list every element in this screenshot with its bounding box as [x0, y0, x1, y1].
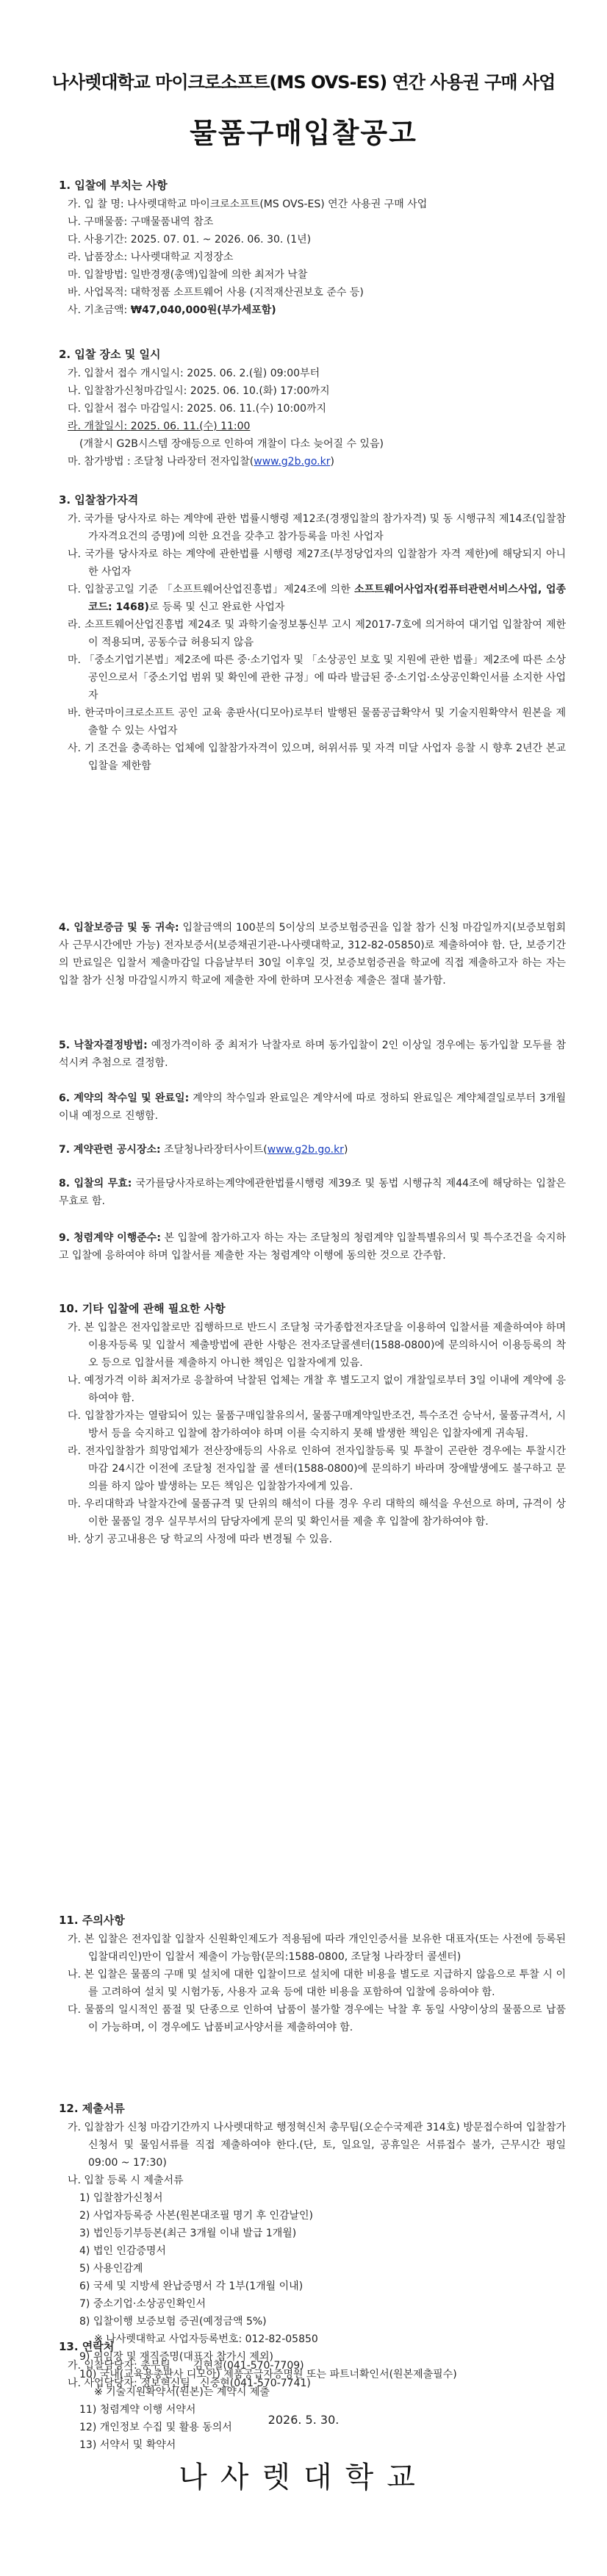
section-text: 계약의 착수일과 완료일은 계약서에 따로 정하되 완료일은 계약체결일로부터 3개월 이내 예정으로 진행함. [59, 1092, 566, 1122]
list-item: 라. 소프트웨어산업진흥법 제24조 및 과학기술정보통신부 고시 제2017-7호에 의거하여 대기업 입찰참여 제한이 적용되며, 공동수급 허용되지 않음 [68, 619, 566, 648]
contact-item: 나. 사업담당자: 정보혁신팀 신중현(041-570-7741) [68, 2378, 311, 2389]
section-heading: 2. 입찰 장소 및 일시 [59, 348, 161, 361]
list-item: 가. 본 입찰은 전자입찰 입찰자 신원확인제도가 적용됨에 따라 개인인증서를 보유한 대표자(또는 사전에 등록된 입찰대리인)만이 입찰서 제출이 가능함(문의:1588-0800, 조달청 나라장터 콜센터) [68, 1933, 566, 1963]
list-item: 나. 국가를 당사자로 하는 계약에 관한법률 시행령 제27조(부정당업자의 입찰참가 자격 제한)에 해당되지 아니한 사업자 [68, 548, 566, 578]
section-heading: 12. 제출서류 [59, 2102, 125, 2115]
doc-item: 8) 입찰이행 보증보험 증권(예정금액 5%) [79, 2316, 267, 2328]
note-text: ※ 나사렛대학교 사업자등록번호: 012-82-05850 [94, 2333, 318, 2345]
list-item: 다. 입찰참가자는 열람되어 있는 물품구매입찰유의서, 물품구매계약일반조건, 특수조건 승낙서, 물품규격서, 시방서 등을 숙지하고 입찰에 참가하여야 하며 이를 숙지하지 못해 발생한 책임은 입찰자에게 귀속됨. [68, 1410, 566, 1439]
doc-item: 10) 국내(교육용총판사 디모아) 제품공급자증명원 또는 파트너확인서(원본제출필수) [79, 2369, 457, 2380]
section-heading: 5. 낙찰자결정방법: [59, 1040, 148, 1051]
section-heading: 6. 계약의 착수일 및 완료일: [59, 1092, 190, 1104]
list-item: 나. 입찰참가신청마감일시: 2025. 06. 10.(화) 17:00까지 [68, 385, 330, 397]
list-item: 라. 납품장소: 나사렛대학교 지정장소 [68, 251, 234, 263]
section-heading: 1. 입찰에 부치는 사항 [59, 179, 168, 192]
section-7: 7. 계약관련 공시장소: 조달청나라장터사이트(www.g2b.go.kr) [59, 1144, 348, 1156]
list-item: 마. 우리대학과 낙찰자간에 물품규격 및 단위의 해석이 다를 경우 우리 대학의 해석을 우선으로 하며, 규격이 상이한 물품일 경우 실무부서의 담당자에게 문의 및 확인서를 제출 후 입찰에 참가하여야 함. [68, 1498, 566, 1528]
doc-item: 1) 입찰참가신청서 [79, 2192, 163, 2204]
list-item: 다. 입찰서 접수 마감일시: 2025. 06. 11.(수) 10:00까지 [68, 403, 327, 415]
doc-item: 5) 사용인감계 [79, 2263, 143, 2275]
section-heading: 8. 입찰의 무효: [59, 1178, 132, 1189]
section-11 [59, 1911, 566, 2036]
list-item: 가. 입찰참가 신청 마감기간까지 나사렛대학교 행정혁신처 총무팀(오순수국제관 314호) 방문접수하여 입찰참가신청서 및 물임서류를 직접 제출하여야 한다.(단, 토, 일요일, 공휴일은 서류접수 불가, 근무시간 평일 09:00 ~ 17:30) [68, 2122, 566, 2169]
section-6 [59, 1090, 566, 1125]
list-item: 마. 참가방법 : 조달청 나라장터 전자입찰(www.g2b.go.kr) [68, 456, 334, 468]
section-12 [59, 2100, 566, 2454]
section-5 [59, 1037, 566, 1072]
list-item: 사. 기 조건을 충족하는 업체에 입찰참가자격이 있으며, 허위서류 및 자격 미달 사업자 응찰 시 향후 2년간 본교 입찰을 제한함 [68, 743, 566, 772]
list-item: 마. 입찰방법: 일반경쟁(총액)입찰에 의한 최저가 낙찰 [68, 269, 308, 281]
page-title: 물품구매입찰공고 [190, 117, 417, 149]
list-item: 다. 물품의 일시적인 품절 및 단종으로 인하여 납품이 불가할 경우에는 낙찰 후 동일 사양이상의 물품으로 납품이 가능하며, 이 경우에도 납품비교사양서를 제출하여야 함. [68, 2004, 566, 2033]
section-1 [59, 176, 566, 319]
section-text: 국가를당사자로하는계약에관한법률시행령 제39조 및 동법 시행규칙 제44조에 해당하는 입찰은 무효로 함. [59, 1178, 566, 1207]
project-title: 나사렛대학교 마이크로소프트(MS OVS-ES) 연간 사용권 구매 사업 [51, 72, 556, 93]
list-item: 나. 예정가격 이하 최저가로 응찰하여 낙찰된 업체는 개찰 후 별도고지 없이 개찰일로부터 3일 이내에 계약에 응하여야 함. [68, 1375, 566, 1404]
doc-item: 3) 법인등기부등본(최근 3개월 이내 발급 1개월) [79, 2228, 297, 2239]
section-text: 예정가격이하 중 최저가 낙찰자로 하며 동가입찰이 2인 이상일 경우에는 동가입찰 모두를 참석시켜 추첨으로 결정함. [59, 1040, 566, 1069]
list-item: 가. 본 입찰은 전자입찰로만 집행하므로 반드시 조달청 국가종합전자조달을 이용하여 입찰서를 제출하여야 하며 이용자등록 및 입찰서 제출방법에 관한 사항은 전자조달콜센터(1588-0800)에 문의하시어 이용등록의 착오 등으로 입찰서를 제출하지 아니한 책임은 입찰자에게 있음. [68, 1322, 566, 1369]
list-item: 나. 입찰 등록 시 제출서류 [68, 2175, 184, 2186]
section-4 [59, 919, 566, 990]
section-13 [59, 2338, 566, 2392]
section-text: 입찰금액의 100분의 5이상의 보증보험증권을 입찰 참가 신청 마감일까지(보증보험회사 근무시간에만 가능) 전자보증서(보증채권기관-나사렛대학교, 312-82-05850)로 제출하여야 함. 단, 보증기간의 만료일은 입찰서 제출마감일 다음날부터 30일 이후일 것, 보증보험증권을 학교에 직접 제출하고자 하는 자는 입찰 참가 신청 마감일시까지 학교에 제출한 자에 한하며 모사전송 제출은 절대 불가함. [59, 922, 566, 987]
section-heading: 11. 주의사항 [59, 1914, 125, 1927]
section-heading: 9. 청렴계약 이행준수: [59, 1232, 161, 1244]
list-item: 다. 입찰공고일 기준 「소프트웨어산업진흥법」제24조에 의한 소프트웨어사업자(컴퓨터관련서비스사업, 업종코드: 1468)로 등록 및 신고 완료한 사업자 [68, 584, 566, 613]
list-item: 라. 전자입찰참가 희망업체가 전산장애등의 사유로 인하여 전자입찰등록 및 투찰이 곤란한 경우에는 투찰시간 마감 24시간 이전에 조달청 전자입찰 콜 센터(1588-0800)에 문의하기 바라며 장애발생에도 불구하고 문의를 하지 않아 발생하는 모든 책임은 입찰참가자에게 있음. [68, 1445, 566, 1492]
list-item: 다. 사용기간: 2025. 07. 01. ~ 2026. 06. 30. (1년) [68, 234, 312, 246]
section-heading: 13. 연락처 [59, 2340, 115, 2353]
doc-item: 2) 사업자등록증 사본(원본대조필 명기 후 인감날인) [79, 2210, 314, 2222]
list-item: 바. 한국마이크로소프트 공인 교육 총판사(디모아)로부터 발행된 물품공급확약서 및 기술지원확약서 원본을 제출할 수 있는 사업자 [68, 707, 566, 737]
doc-item: 9) 위임장 및 재직증명(대표자 참가시 제외) [79, 2351, 273, 2363]
list-item: 사. 기초금액: ₩47,040,000원(부가세포함) [68, 304, 276, 316]
doc-item: 13) 서약서 및 확약서 [79, 2439, 176, 2451]
list-item: 라. 개찰일시: 2025. 06. 11.(수) 11:00 [68, 421, 251, 432]
list-item: 마. 「중소기업기본법」제2조에 따른 중·소기업자 및 「소상공인 보호 및 지원에 관한 법률」제2조에 따른 소상공인으로서「중소기업 범위 및 확인에 관한 규정」에 따라 발급된 중·소기업·소상공인확인서를 소지한 사업자 [68, 654, 566, 701]
list-item: 가. 입찰서 접수 개시일시: 2025. 06. 2.(월) 09:00부터 [68, 368, 320, 379]
doc-item: 7) 중소기업·소상공인확인서 [79, 2298, 206, 2310]
section-heading: 10. 기타 입찰에 관해 필요한 사항 [59, 1302, 226, 1315]
doc-item: 4) 법인 인감증명서 [79, 2245, 166, 2257]
list-item: 바. 상기 공고내용은 당 학교의 사정에 따라 변경될 수 있음. [68, 1534, 333, 1545]
section-3 [59, 491, 566, 775]
doc-item: 6) 국세 및 지방세 완납증명서 각 1부(1개월 이내) [79, 2280, 304, 2292]
section-heading: 7. 계약관련 공시장소: [59, 1144, 161, 1156]
list-item: 가. 국가를 당사자로 하는 계약에 관한 법률시행령 제12조(경쟁입찰의 참가자격) 및 동 시행규칙 제14조(입찰참가자격요건의 증명)에 의한 요건을 갖추고 참가등록을 마친 사업자 [68, 513, 566, 543]
g2b-link[interactable]: www.g2b.go.kr [254, 456, 331, 468]
section-10 [59, 1300, 566, 1548]
section-8 [59, 1175, 566, 1210]
section-2 [59, 346, 566, 471]
section-text: 본 입찰에 참가하고자 하는 자는 조달청의 청렴계약 입찰특별유의서 및 특수조건을 숙지하고 입찰에 응하여야 하며 입찰서를 제출한 자는 청렴계약 이행에 동의한 것으로 간주함. [59, 1232, 566, 1262]
doc-item: 12) 개인정보 수집 및 활용 동의서 [79, 2422, 232, 2433]
list-item: 나. 구매물품: 구매물품내역 참조 [68, 216, 214, 228]
university-signature: 나사렛대학교 [179, 2461, 428, 2494]
g2b-link[interactable]: www.g2b.go.kr [267, 1144, 344, 1156]
list-item: 가. 입 찰 명: 나사렛대학교 마이크로소프트(MS OVS-ES) 연간 사용권 구매 사업 [68, 198, 428, 210]
note-text: ※ 기술지원확약서(원본)는 계약시 제출 [94, 2386, 270, 2398]
contact-item: 가. 입찰담당자: 총무팀 김현철(041-570-7709) [68, 2360, 304, 2372]
note-text: (개찰시 G2B시스템 장애등으로 인하여 개찰이 다소 늦어질 수 있음) [79, 438, 384, 450]
section-9 [59, 1229, 566, 1264]
list-item: 바. 사업목적: 대학정품 소프트웨어 사용 (지적재산권보호 준수 등) [68, 287, 364, 298]
doc-item: 11) 청렴계약 이행 서약서 [79, 2404, 196, 2416]
section-heading: 3. 입찰참가자격 [59, 493, 139, 507]
announcement-date: 2026. 5. 30. [267, 2413, 340, 2427]
section-heading: 4. 입찰보증금 및 동 귀속: [59, 922, 179, 934]
list-item: 나. 본 입찰은 물품의 구매 및 설치에 대한 입찰이므로 설치에 대한 비용을 별도로 지급하지 않음으로 투찰 시 이를 고려하여 설치 및 시험가동, 사용자 교육 등에 대한 비용을 포함하여 입찰에 응하여야 함. [68, 1969, 566, 1998]
section-text: 조달청나라장터사이트( [164, 1144, 267, 1156]
